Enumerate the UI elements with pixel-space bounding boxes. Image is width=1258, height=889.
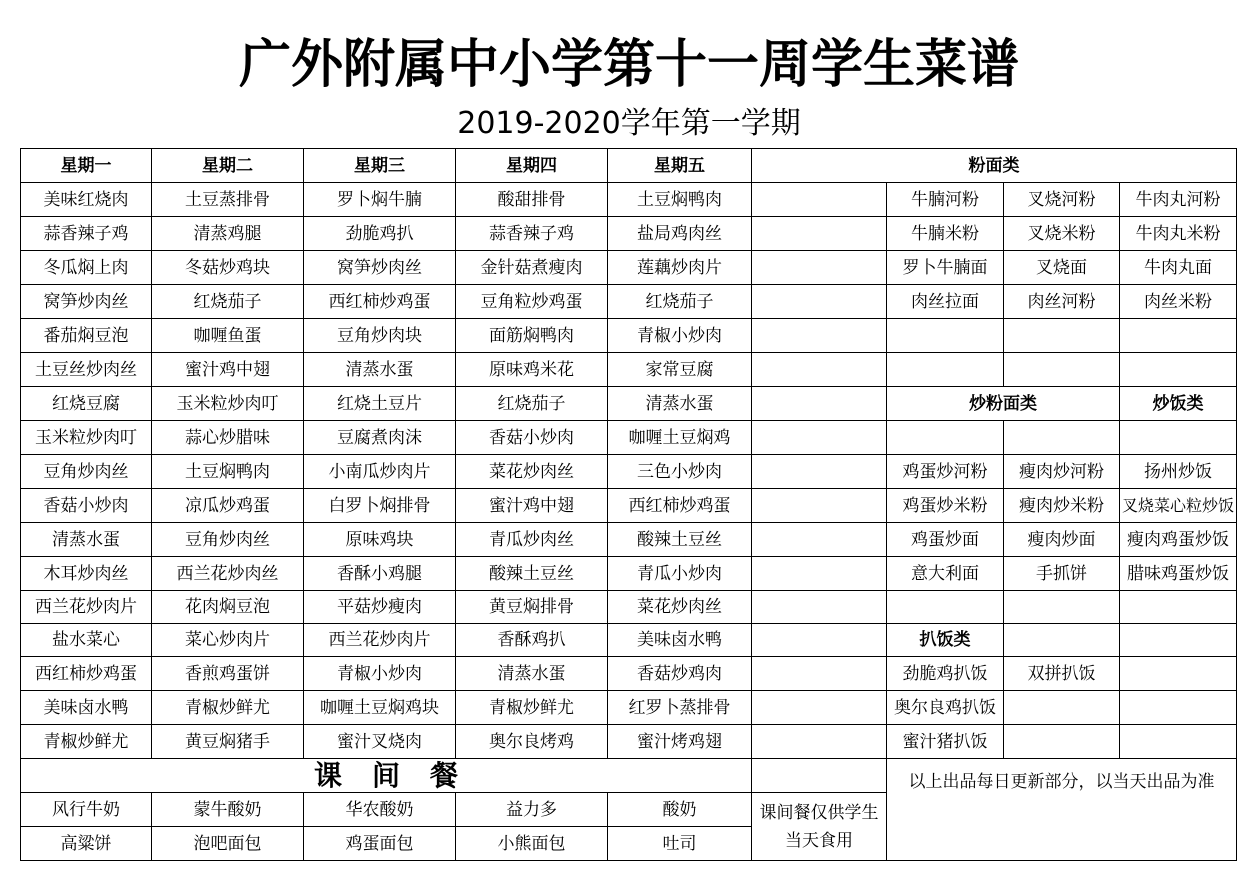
lunch-cell: 土豆丝炒肉丝 — [21, 353, 152, 387]
lunch-cell: 红烧茄子 — [608, 285, 752, 319]
snack-cell: 高粱饼 — [21, 827, 152, 861]
snack-title-row — [21, 759, 1237, 793]
lunch-cell: 蜜汁鸡中翅 — [152, 353, 304, 387]
lunch-cell: 西兰花炒肉丝 — [152, 557, 304, 591]
table-row — [21, 725, 1237, 759]
lunch-cell: 奥尔良烤鸡 — [456, 725, 608, 759]
lunch-cell: 金针菇煮瘦肉 — [456, 251, 608, 285]
table-row — [21, 285, 1237, 319]
lunch-cell: 清蒸水蛋 — [21, 523, 152, 557]
lunch-cell: 青椒炒鲜尤 — [152, 691, 304, 725]
fried-cell: 手抓饼 — [1004, 557, 1120, 591]
lunch-cell: 冬瓜焖上肉 — [21, 251, 152, 285]
empty-cell — [1004, 624, 1120, 657]
lunch-cell: 豆角炒肉块 — [304, 319, 456, 353]
fried-cell: 鸡蛋炒河粉 — [887, 455, 1004, 489]
empty-cell — [887, 591, 1004, 624]
lunch-cell: 青椒炒鲜尤 — [456, 691, 608, 725]
empty-cell — [752, 691, 887, 725]
snack-cell: 华农酸奶 — [304, 793, 456, 827]
snack-cell: 小熊面包 — [456, 827, 608, 861]
lunch-cell: 酸辣土豆丝 — [608, 523, 752, 557]
lunch-cell: 香菇小炒肉 — [21, 489, 152, 523]
lunch-cell: 红烧茄子 — [152, 285, 304, 319]
lunch-cell: 豆腐煮肉沫 — [304, 421, 456, 455]
empty-cell — [752, 489, 887, 523]
lunch-cell: 青瓜炒肉丝 — [456, 523, 608, 557]
fried-cell: 瘦肉炒面 — [1004, 523, 1120, 557]
chop-rice-header: 扒饭类 — [887, 624, 1004, 657]
lunch-cell: 豆角炒肉丝 — [21, 455, 152, 489]
table-row — [21, 319, 1237, 353]
lunch-cell: 原味鸡米花 — [456, 353, 608, 387]
day-header: 星期五 — [608, 149, 752, 183]
lunch-cell: 酸甜排骨 — [456, 183, 608, 217]
empty-cell — [752, 759, 887, 793]
empty-cell — [752, 557, 887, 591]
empty-cell — [752, 217, 887, 251]
fried-rice-cell: 腊味鸡蛋炒饭 — [1120, 557, 1237, 591]
empty-cell — [1120, 353, 1237, 387]
lunch-cell: 黄豆焖排骨 — [456, 591, 608, 624]
lunch-cell: 玉米粒炒肉叮 — [21, 421, 152, 455]
lunch-cell: 蒜心炒腊味 — [152, 421, 304, 455]
header-row — [21, 149, 1237, 183]
empty-cell — [1004, 353, 1120, 387]
noodle-cell: 叉烧米粉 — [1004, 217, 1120, 251]
empty-cell — [752, 591, 887, 624]
lunch-cell: 木耳炒肉丝 — [21, 557, 152, 591]
lunch-cell: 西红柿炒鸡蛋 — [304, 285, 456, 319]
lunch-cell: 盐水菜心 — [21, 624, 152, 657]
lunch-cell: 青椒小炒肉 — [304, 657, 456, 691]
lunch-cell: 小南瓜炒肉片 — [304, 455, 456, 489]
lunch-cell: 窝笋炒肉丝 — [21, 285, 152, 319]
lunch-cell: 凉瓜炒鸡蛋 — [152, 489, 304, 523]
lunch-cell: 黄豆焖猪手 — [152, 725, 304, 759]
empty-cell — [1120, 624, 1237, 657]
table-row — [21, 691, 1237, 725]
lunch-cell: 西兰花炒肉片 — [304, 624, 456, 657]
table-row — [21, 183, 1237, 217]
fried-cell: 瘦肉炒河粉 — [1004, 455, 1120, 489]
lunch-cell: 红烧土豆片 — [304, 387, 456, 421]
lunch-cell: 土豆焖鸭肉 — [152, 455, 304, 489]
fried-rice-header: 炒饭类 — [1120, 387, 1237, 421]
lunch-cell: 菜花炒肉丝 — [608, 591, 752, 624]
snack-header: 课间餐 — [21, 759, 752, 793]
fried-cell: 瘦肉炒米粉 — [1004, 489, 1120, 523]
lunch-cell: 平菇炒瘦肉 — [304, 591, 456, 624]
empty-cell — [1120, 691, 1237, 725]
lunch-cell: 西红柿炒鸡蛋 — [21, 657, 152, 691]
chop-rice-cell: 奥尔良鸡扒饭 — [887, 691, 1004, 725]
lunch-cell: 清蒸水蛋 — [304, 353, 456, 387]
lunch-cell: 清蒸鸡腿 — [152, 217, 304, 251]
noodle-cell: 牛肉丸河粉 — [1120, 183, 1237, 217]
fried-noodles-header: 炒粉面类 — [887, 387, 1120, 421]
noodle-cell: 肉丝米粉 — [1120, 285, 1237, 319]
day-header: 星期二 — [152, 149, 304, 183]
noodle-cell: 叉烧面 — [1004, 251, 1120, 285]
lunch-cell: 红罗卜蒸排骨 — [608, 691, 752, 725]
lunch-cell: 酸辣土豆丝 — [456, 557, 608, 591]
lunch-cell: 青椒炒鲜尤 — [21, 725, 152, 759]
lunch-cell: 香酥小鸡腿 — [304, 557, 456, 591]
lunch-cell: 香菇小炒肉 — [456, 421, 608, 455]
table-row — [21, 421, 1237, 455]
lunch-cell: 美味红烧肉 — [21, 183, 152, 217]
empty-cell — [1004, 319, 1120, 353]
fried-rice-cell: 瘦肉鸡蛋炒饭 — [1120, 523, 1237, 557]
fried-cell: 鸡蛋炒面 — [887, 523, 1004, 557]
table-row — [21, 523, 1237, 557]
lunch-cell: 面筋焖鸭肉 — [456, 319, 608, 353]
empty-cell — [752, 624, 887, 657]
empty-cell — [752, 725, 887, 759]
day-header: 星期四 — [456, 149, 608, 183]
lunch-cell: 家常豆腐 — [608, 353, 752, 387]
snack-cell: 鸡蛋面包 — [304, 827, 456, 861]
noodle-cell: 牛肉丸面 — [1120, 251, 1237, 285]
noodle-cell: 牛腩河粉 — [887, 183, 1004, 217]
lunch-cell: 花肉焖豆泡 — [152, 591, 304, 624]
lunch-cell: 西红柿炒鸡蛋 — [608, 489, 752, 523]
lunch-cell: 冬菇炒鸡块 — [152, 251, 304, 285]
empty-cell — [752, 421, 887, 455]
lunch-cell: 香菇炒鸡肉 — [608, 657, 752, 691]
lunch-cell: 青瓜小炒肉 — [608, 557, 752, 591]
lunch-cell: 咖喱土豆焖鸡 — [608, 421, 752, 455]
fried-rice-cell: 叉烧菜心粒炒饭 — [1120, 489, 1237, 523]
empty-cell — [752, 183, 887, 217]
empty-cell — [1004, 591, 1120, 624]
lunch-cell: 咖喱土豆焖鸡块 — [304, 691, 456, 725]
table-row — [21, 624, 1237, 657]
chop-rice-cell: 劲脆鸡扒饭 — [887, 657, 1004, 691]
empty-cell — [752, 455, 887, 489]
table-row — [21, 251, 1237, 285]
noodle-cell: 牛腩米粉 — [887, 217, 1004, 251]
snack-note: 课间餐仅供学生当天食用 — [752, 793, 887, 861]
noodle-cell: 罗卜牛腩面 — [887, 251, 1004, 285]
empty-cell — [752, 657, 887, 691]
lunch-cell: 清蒸水蛋 — [456, 657, 608, 691]
empty-cell — [1120, 725, 1237, 759]
empty-cell — [752, 285, 887, 319]
lunch-cell: 豆角炒肉丝 — [152, 523, 304, 557]
snack-cell: 泡吧面包 — [152, 827, 304, 861]
lunch-cell: 西兰花炒肉片 — [21, 591, 152, 624]
lunch-cell: 咖喱鱼蛋 — [152, 319, 304, 353]
empty-cell — [752, 251, 887, 285]
noodle-cell: 肉丝河粉 — [1004, 285, 1120, 319]
page-subtitle: 2019-2020学年第一学期 — [457, 106, 801, 141]
snack-cell: 酸奶 — [608, 793, 752, 827]
snack-cell: 蒙牛酸奶 — [152, 793, 304, 827]
empty-cell — [752, 387, 887, 421]
lunch-cell: 菜花炒肉丝 — [456, 455, 608, 489]
lunch-cell: 三色小炒肉 — [608, 455, 752, 489]
lunch-cell: 红烧豆腐 — [21, 387, 152, 421]
table-row — [21, 591, 1237, 624]
lunch-cell: 香煎鸡蛋饼 — [152, 657, 304, 691]
empty-cell — [1120, 657, 1237, 691]
lunch-cell: 蜜汁鸡中翅 — [456, 489, 608, 523]
lunch-cell: 盐局鸡肉丝 — [608, 217, 752, 251]
noodle-cell: 牛肉丸米粉 — [1120, 217, 1237, 251]
day-header: 星期一 — [21, 149, 152, 183]
lunch-cell: 原味鸡块 — [304, 523, 456, 557]
lunch-cell: 蜜汁烤鸡翅 — [608, 725, 752, 759]
empty-cell — [752, 319, 887, 353]
empty-cell — [752, 523, 887, 557]
chop-rice-cell: 蜜汁猪扒饭 — [887, 725, 1004, 759]
lunch-cell: 番茄焖豆泡 — [21, 319, 152, 353]
empty-cell — [887, 353, 1004, 387]
lunch-cell: 红烧茄子 — [456, 387, 608, 421]
noodle-cell: 肉丝拉面 — [887, 285, 1004, 319]
table-row — [21, 455, 1237, 489]
table-row — [21, 557, 1237, 591]
empty-cell — [1004, 691, 1120, 725]
table-row — [21, 217, 1237, 251]
lunch-cell: 青椒小炒肉 — [608, 319, 752, 353]
noodles-header: 粉面类 — [752, 149, 1237, 183]
lunch-cell: 菜心炒肉片 — [152, 624, 304, 657]
lunch-cell: 白罗卜焖排骨 — [304, 489, 456, 523]
lunch-cell: 土豆蒸排骨 — [152, 183, 304, 217]
empty-cell — [1004, 421, 1120, 455]
menu-table — [20, 148, 1237, 861]
fried-rice-cell: 扬州炒饭 — [1120, 455, 1237, 489]
snack-cell: 吐司 — [608, 827, 752, 861]
empty-cell — [1004, 725, 1120, 759]
lunch-cell: 窝笋炒肉丝 — [304, 251, 456, 285]
lunch-cell: 蒜香辣子鸡 — [456, 217, 608, 251]
lunch-cell: 劲脆鸡扒 — [304, 217, 456, 251]
empty-cell — [887, 319, 1004, 353]
chop-rice-cell: 双拼扒饭 — [1004, 657, 1120, 691]
page-title: 广外附属中小学第十一周学生菜谱 — [238, 35, 1019, 95]
table-row — [21, 353, 1237, 387]
fried-cell: 鸡蛋炒米粉 — [887, 489, 1004, 523]
lunch-cell: 蜜汁叉烧肉 — [304, 725, 456, 759]
lunch-cell: 蒜香辣子鸡 — [21, 217, 152, 251]
empty-cell — [752, 353, 887, 387]
lunch-cell: 清蒸水蛋 — [608, 387, 752, 421]
lunch-cell: 玉米粒炒肉叮 — [152, 387, 304, 421]
empty-cell — [1120, 319, 1237, 353]
update-note: 以上出品每日更新部分，以当天出品为准 — [887, 759, 1237, 861]
day-header: 星期三 — [304, 149, 456, 183]
empty-cell — [1120, 591, 1237, 624]
lunch-cell: 美味卤水鸭 — [608, 624, 752, 657]
table-row — [21, 489, 1237, 523]
empty-cell — [887, 421, 1004, 455]
lunch-cell: 香酥鸡扒 — [456, 624, 608, 657]
lunch-cell: 莲藕炒肉片 — [608, 251, 752, 285]
fried-cell: 意大利面 — [887, 557, 1004, 591]
lunch-cell: 美味卤水鸭 — [21, 691, 152, 725]
lunch-cell: 土豆焖鸭肉 — [608, 183, 752, 217]
empty-cell — [1120, 421, 1237, 455]
table-row — [21, 657, 1237, 691]
lunch-cell: 豆角粒炒鸡蛋 — [456, 285, 608, 319]
snack-cell: 益力多 — [456, 793, 608, 827]
table-row — [21, 387, 1237, 421]
snack-cell: 风行牛奶 — [21, 793, 152, 827]
lunch-cell: 罗卜焖牛腩 — [304, 183, 456, 217]
noodle-cell: 叉烧河粉 — [1004, 183, 1120, 217]
